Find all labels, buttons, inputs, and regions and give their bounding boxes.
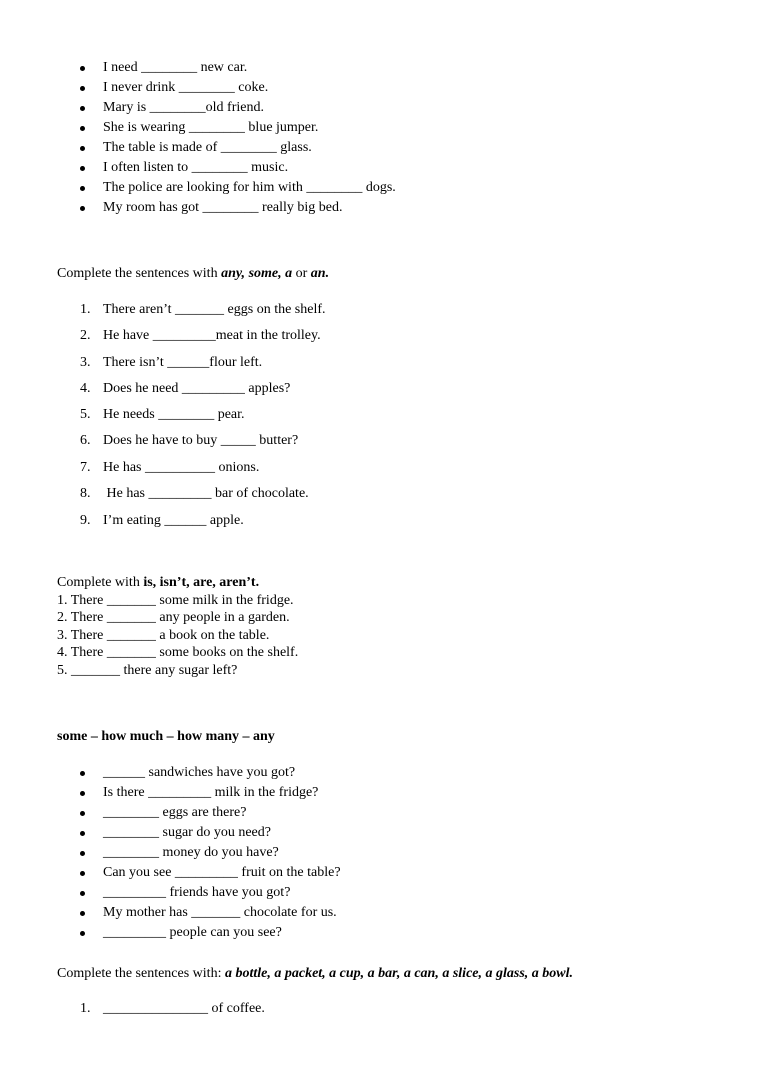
list-item: He has __________ onions.: [103, 460, 260, 475]
list-item: I often listen to ________ music.: [103, 160, 289, 175]
list-item: ________ sugar do you need?: [103, 825, 271, 840]
list-item: I’m eating ______ apple.: [103, 513, 244, 528]
heading-keywords: a bottle, a packet, a cup, a bar, a can, a slice, a glass, a bowl.: [224, 966, 574, 981]
bullet: [80, 106, 85, 111]
list-item: My mother has _______ chocolate for us.: [103, 905, 337, 920]
bullet: [80, 66, 85, 71]
list-item: 5. _______ there any sugar left?: [57, 663, 238, 678]
item-number: 3.: [80, 355, 91, 370]
item-number: 8.: [80, 486, 91, 501]
item-number: 7.: [80, 460, 91, 475]
bullet: [80, 891, 85, 896]
list-item: 2. There _______ any people in a garden.: [57, 610, 290, 625]
bullet: [80, 126, 85, 131]
list-item: The police are looking for him with ________ dogs.: [103, 180, 396, 195]
list-item: ________ money do you have?: [103, 845, 279, 860]
keyword-or: or: [295, 266, 308, 281]
bullet: [80, 851, 85, 856]
list-item: _________ friends have you got?: [103, 885, 291, 900]
list-item: He has _________ bar of chocolate.: [103, 486, 309, 501]
bullet: [80, 831, 85, 836]
list-item: 4. There _______ some books on the shelf.: [57, 645, 299, 660]
list-item: _________ people can you see?: [103, 925, 282, 940]
list-item: Does he have to buy _____ butter?: [103, 433, 299, 448]
list-item: My room has got ________ really big bed.: [103, 200, 343, 215]
bullet: [80, 166, 85, 171]
list-item: I never drink ________ coke.: [103, 80, 269, 95]
list-item: 1. There _______ some milk in the fridge.: [57, 593, 294, 608]
item-number: 1.: [80, 1001, 91, 1016]
list-item: There aren’t _______ eggs on the shelf.: [103, 302, 326, 317]
item-number: 9.: [80, 513, 91, 528]
bullet: [80, 791, 85, 796]
heading-keywords: is, isn’t, are, aren’t.: [143, 575, 260, 590]
bullet: [80, 931, 85, 936]
list-item: He have _________meat in the trolley.: [103, 328, 321, 343]
heading-prefix: Complete the sentences with: [57, 266, 222, 281]
bullet: [80, 186, 85, 191]
list-item: ______ sandwiches have you got?: [103, 765, 296, 780]
keyword-some: some,: [248, 266, 282, 281]
section-5-heading: [57, 966, 573, 982]
list-item: Can you see _________ fruit on the table?: [103, 865, 341, 880]
list-item: He needs ________ pear.: [103, 407, 245, 422]
item-number: 5.: [80, 407, 91, 422]
list-item: Mary is ________old friend.: [103, 100, 264, 115]
list-item: _______________ of coffee.: [103, 1001, 265, 1016]
heading-prefix: Complete the sentences with:: [57, 966, 225, 981]
bullet: [80, 911, 85, 916]
list-item: There isn’t ______flour left.: [103, 355, 263, 370]
list-item: Is there _________ milk in the fridge?: [103, 785, 319, 800]
section-4-heading: some – how much – how many – any: [57, 729, 275, 744]
bullet: [80, 146, 85, 151]
list-item: Does he need _________ apples?: [103, 381, 291, 396]
list-item: I need ________ new car.: [103, 60, 248, 75]
bullet: [80, 871, 85, 876]
bullet: [80, 771, 85, 776]
section-2-heading: [57, 266, 329, 282]
item-number: 6.: [80, 433, 91, 448]
list-item: She is wearing ________ blue jumper.: [103, 120, 319, 135]
item-number: 1.: [80, 302, 91, 317]
list-item: ________ eggs are there?: [103, 805, 247, 820]
list-item: 3. There _______ a book on the table.: [57, 628, 270, 643]
bullet: [80, 86, 85, 91]
item-number: 4.: [80, 381, 91, 396]
list-item: The table is made of ________ glass.: [103, 140, 312, 155]
keyword-any: any,: [221, 266, 246, 281]
section-3-heading: [57, 575, 259, 591]
bullet: [80, 811, 85, 816]
bullet: [80, 206, 85, 211]
keyword-an: an.: [310, 266, 330, 281]
keyword-a: a: [285, 266, 293, 281]
item-number: 2.: [80, 328, 91, 343]
heading-prefix: Complete with: [57, 575, 144, 590]
